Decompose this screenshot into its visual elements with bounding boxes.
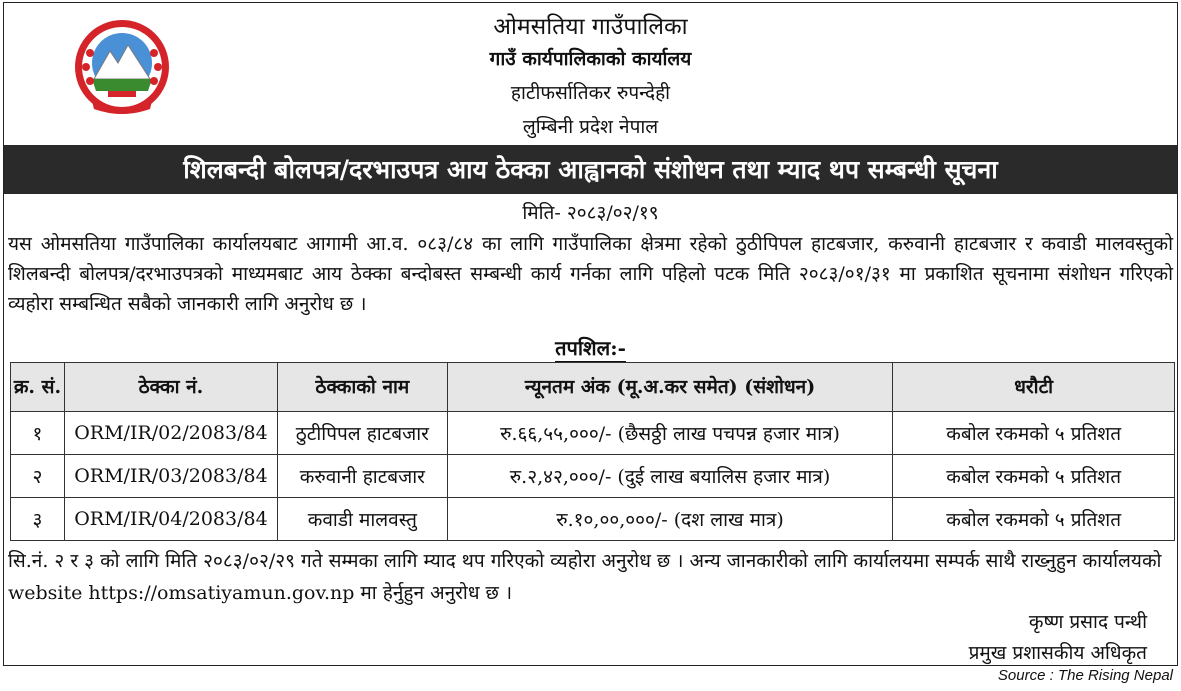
cell-contract-name: कवाडी मालवस्तु (277, 498, 447, 541)
col-header-sn: क्र. सं. (11, 363, 65, 412)
notice-date: मिति- २०८३/०२/१९ (522, 202, 659, 224)
cell-sn: ३ (11, 498, 65, 541)
cell-deposit: कबोल रकमको ५ प्रतिशत (893, 498, 1175, 541)
notice-footer-text: सि.नं. २ र ३ को लागि मिति २०८३/०२/२९ गते सम्मका लागि म्याद थप गरिएको व्यहोरा अनुरोध छ । अन्य जानकारीको लागि कार्यालयमा सम्पर्क साथै राख्नुहुन कार्यालयको website https://omsatiyamun.gov.np मा हेर्नुहुन अनुरोध छ । (8, 550, 1162, 604)
contract-table (10, 362, 1175, 541)
cell-minimum-amount: रु.२,४२,०००/- (दुई लाख बयालिस हजार मात्र) (447, 455, 893, 498)
office-address: हाटीफर्सातिकर रुपन्देही (510, 82, 671, 104)
table-heading: तपशिल:- (4, 334, 1177, 361)
office-name: गाउँ कार्यपालिकाको कार्यालय (489, 48, 692, 70)
cell-contract-name: करुवानी हाटबजार (277, 455, 447, 498)
signatory-name: कृष्ण प्रसाद पन्थी (1028, 611, 1147, 633)
col-header-contract-no: ठेक्का नं. (64, 363, 277, 412)
cell-deposit: कबोल रकमको ५ प्रतिशत (893, 412, 1175, 455)
cell-contract-no: ORM/IR/04/2083/84 (64, 498, 277, 541)
table-header-row (11, 363, 1175, 412)
table-row (11, 498, 1175, 541)
col-header-contract-name: ठेक्काको नाम (277, 363, 447, 412)
cell-minimum-amount: रु.१०,००,०००/- (दश लाख मात्र) (447, 498, 893, 541)
cell-deposit: कबोल रकमको ५ प्रतिशत (893, 455, 1175, 498)
source-credit: Source : The Rising Nepal (997, 667, 1173, 684)
notice-body: यस ओमसतिया गाउँपालिका कार्यालयबाट आगामी आ.व. ०८३/८४ का लागि गाउँपालिका क्षेत्रमा रहेको ठुठीपिपल हाटबजार, करुवानी हाटबजार र कवाडी मालवस्तुको शिलबन्दी बोलपत्र/दरभाउपत्रको माध्यमबाट आय ठेक्का बन्दोबस्त सम्बन्धी कार्य गर्नका लागि पहिलो पटक मिति २०८३/०१/३१ मा प्रकाशित सूचनामा संशोधन गरिएको व्यहोरा सम्बन्धित सबैको जानकारी लागि अनुरोध छ । (8, 233, 1173, 315)
col-header-minimum-amount: न्यूनतम अंक (मू.अ.कर समेत) (संशोधन) (447, 363, 893, 412)
office-province: लुम्बिनी प्रदेश नेपाल (522, 116, 659, 138)
notice-title: शिलबन्दी बोलपत्र/दरभाउपत्र आय ठेक्का आह्वानको संशोधन तथा म्याद थप सम्बन्धी सूचना (4, 145, 1177, 194)
cell-contract-no: ORM/IR/02/2083/84 (64, 412, 277, 455)
cell-contract-name: ठुटीपिपल हाटबजार (277, 412, 447, 455)
org-name: ओमसतिया गाउँपालिका (493, 14, 688, 40)
cell-minimum-amount: रु.६६,५५,०००/- (छैसठ्ठी लाख पचपन्न हजार मात्र) (447, 412, 893, 455)
notice-document (3, 2, 1178, 666)
signatory-designation: प्रमुख प्रशासकीय अधिकृत (968, 642, 1147, 664)
table-row (11, 455, 1175, 498)
cell-sn: २ (11, 455, 65, 498)
col-header-deposit: धरौटी (893, 363, 1175, 412)
cell-sn: १ (11, 412, 65, 455)
cell-contract-no: ORM/IR/03/2083/84 (64, 455, 277, 498)
table-row (11, 412, 1175, 455)
